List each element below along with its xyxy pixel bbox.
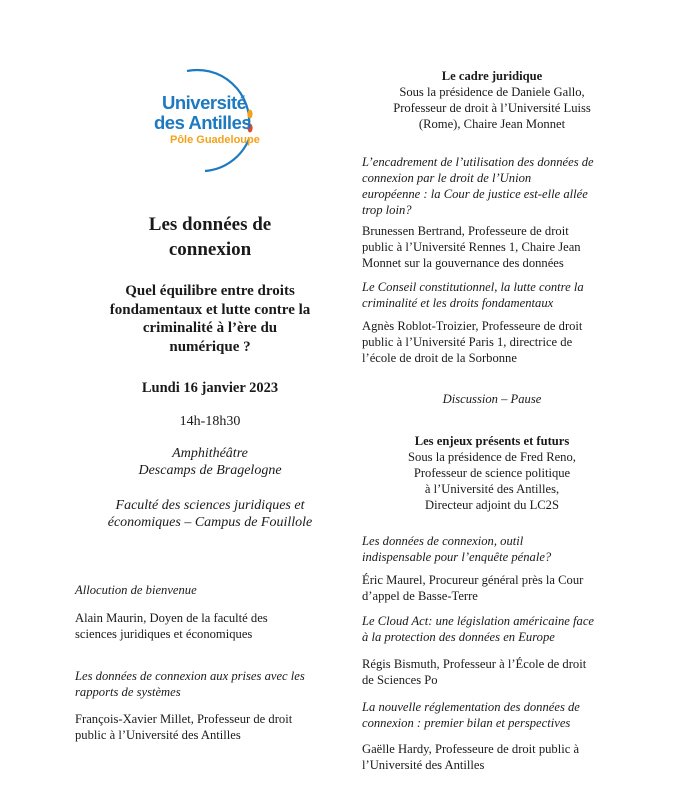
talk-line: à la protection des données en Europe	[362, 630, 555, 644]
talk-line: La nouvelle réglementation des données de	[362, 700, 580, 714]
event-time: 14h-18h30	[179, 414, 241, 429]
speaker-line: Alain Maurin, Doyen de la faculté des	[75, 611, 268, 625]
speaker-line: public à l’Université des Antilles	[75, 728, 241, 742]
university-logo	[145, 65, 270, 175]
speaker	[75, 610, 268, 642]
speaker-line: de Sciences Po	[362, 673, 438, 687]
talk-title	[362, 699, 580, 731]
event-venue	[75, 445, 345, 479]
talk-title	[75, 668, 305, 700]
session-heading: Les enjeux présents et futurs	[414, 434, 570, 448]
talk-line: Allocution de bienvenue	[75, 583, 197, 597]
speaker-line: public à l’Université Paris 1, directrice de	[362, 335, 573, 349]
chair-line: Sous la présidence de Daniele Gallo,	[399, 85, 585, 99]
event-subtitle	[75, 282, 345, 356]
speaker	[362, 318, 582, 366]
chair-line: Professeur de droit à l’Université Luiss	[393, 101, 591, 115]
break-label: Discussion – Pause	[442, 392, 542, 406]
faculty-line: Faculté des sciences juridiques et	[115, 498, 305, 513]
speaker	[362, 223, 581, 271]
title-line: Les données de	[148, 214, 272, 235]
speaker-line: Gaëlle Hardy, Professeure de droit public à	[362, 742, 580, 756]
talk-line: connexion : premier bilan et perspectives	[362, 716, 571, 730]
title-line: connexion	[168, 239, 252, 260]
logo-text-universite: Université	[162, 92, 247, 113]
chair-line: à l’Université des Antilles,	[424, 482, 560, 496]
session-heading: Le cadre juridique	[441, 69, 543, 83]
talk-title	[362, 279, 584, 311]
venue-line: Amphithéâtre	[172, 446, 248, 461]
speaker-line: François-Xavier Millet, Professeur de droit	[75, 712, 293, 726]
speaker	[362, 572, 583, 604]
chair-line: Professeur de science politique	[413, 466, 571, 480]
talk-title	[75, 582, 197, 598]
venue-line: Descamps de Bragelogne	[138, 463, 282, 478]
talk-title	[362, 533, 551, 565]
speaker-line: l’Université des Antilles	[362, 758, 485, 772]
speaker	[362, 741, 579, 773]
speaker-line: sciences juridiques et économiques	[75, 627, 253, 641]
subtitle-line: numérique ?	[169, 338, 251, 355]
talk-line: trop loin?	[362, 203, 412, 217]
talk-title	[362, 154, 594, 218]
talk-line: Le Cloud Act: une législation américaine face	[362, 614, 595, 628]
chair-line: (Rome), Chaire Jean Monnet	[418, 117, 566, 131]
event-faculty	[75, 497, 345, 531]
session-header	[362, 68, 622, 132]
chair-line: Directeur adjoint du LC2S	[425, 498, 559, 512]
talk-line: européenne : la Cour de justice est-elle allée	[362, 187, 588, 201]
subtitle-line: fondamentaux et lutte contre la	[109, 301, 311, 318]
subtitle-line: criminalité à l’ère du	[142, 320, 278, 336]
subtitle-line: Quel équilibre entre droits	[125, 283, 295, 299]
speaker-line: Agnès Roblot-Troizier, Professeure de droit	[362, 319, 583, 333]
speaker-line: Monnet sur la gouvernance des données	[362, 256, 564, 270]
talk-line: connexion par le droit de l’Union	[362, 171, 532, 185]
talk-line: L’encadrement de l’utilisation des données de	[362, 155, 594, 169]
speaker-line: l’école de droit de la Sorbonne	[362, 351, 517, 365]
faculty-line: économiques – Campus de Fouillole	[107, 515, 313, 530]
logo-text-antilles: des Antilles	[154, 112, 252, 133]
speaker-line: Éric Maurel, Procureur général près la Cour	[362, 573, 584, 587]
speaker-line: Régis Bismuth, Professeur à l’École de droit	[362, 657, 587, 671]
talk-line: Les données de connexion, outil	[362, 534, 524, 548]
speaker-line: Brunessen Bertrand, Professeure de droit	[362, 224, 569, 238]
talk-line: Le Conseil constitutionnel, la lutte contre la	[362, 280, 584, 294]
talk-title	[362, 613, 594, 645]
speaker	[75, 711, 292, 743]
session-header	[362, 433, 622, 513]
event-title	[75, 212, 345, 262]
event-date: Lundi 16 janvier 2023	[141, 380, 279, 396]
talk-line: indispensable pour l’enquête pénale?	[362, 550, 552, 564]
speaker-line: d’appel de Basse-Terre	[362, 589, 478, 603]
chair-line: Sous la présidence de Fred Reno,	[408, 450, 576, 464]
talk-line: rapports de systèmes	[75, 685, 181, 699]
talk-line: Les données de connexion aux prises avec les	[75, 669, 305, 683]
speaker-line: public à l’Université Rennes 1, Chaire Jean	[362, 240, 581, 254]
logo-text-pole: Pôle Guadeloupe	[170, 134, 260, 146]
talk-line: criminalité et les droits fondamentaux	[362, 296, 554, 310]
speaker	[362, 656, 586, 688]
